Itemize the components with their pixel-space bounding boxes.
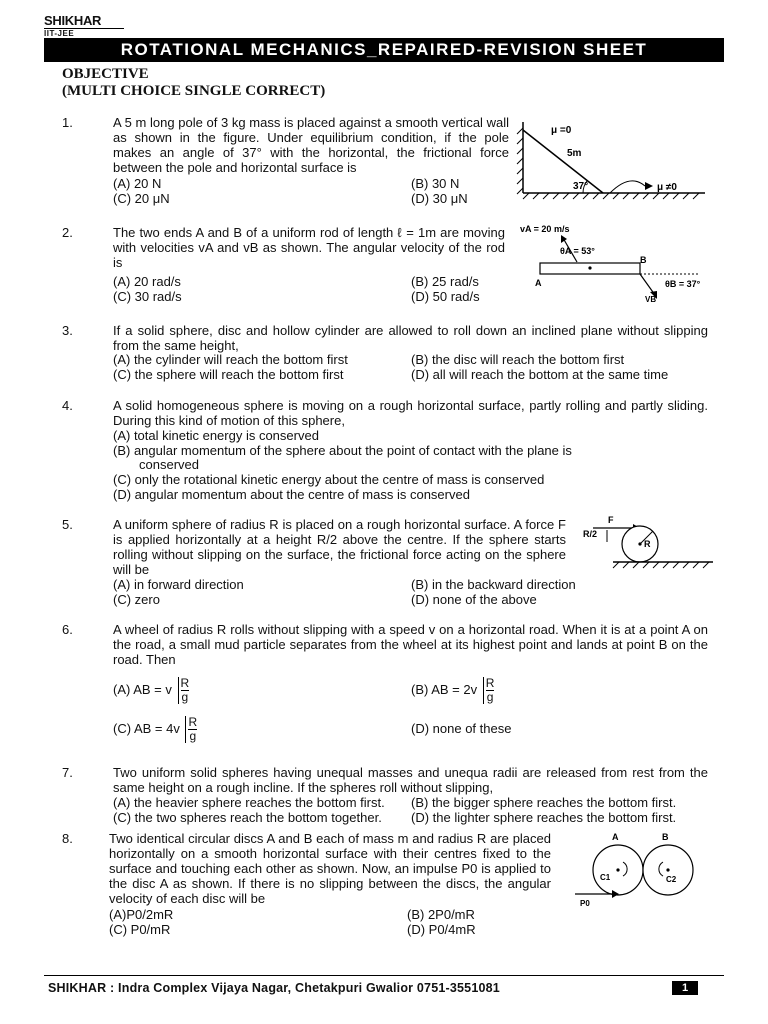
question-2-text: The two ends A and B of a uniform rod of length ℓ = 1m are moving with velocities vA and vB as shown. The angular velocity of the rod is <box>113 225 505 270</box>
question-4-option-a: (A) total kinetic energy is conserved <box>113 428 319 443</box>
figure-mu-wall-label: μ =0 <box>551 125 572 136</box>
question-1-figure <box>515 118 715 198</box>
logo-name: SHIKHAR <box>44 13 102 28</box>
fraction-numerator: R <box>188 715 198 729</box>
figure-va-label: vA = 20 m/s <box>520 224 570 234</box>
sqrt-r-over-g <box>185 716 199 743</box>
footer-divider <box>44 975 724 976</box>
question-7-number: 7. <box>62 765 73 780</box>
question-1-option-b: (B) 30 N <box>411 176 460 191</box>
figure-force-label: F <box>608 515 614 525</box>
fraction-denominator: g <box>189 729 197 743</box>
question-1-number: 1. <box>62 115 73 130</box>
question-8-figure <box>560 828 710 908</box>
figure-a-label: A <box>535 278 542 288</box>
question-8-option-b: (B) 2P0/mR <box>407 907 475 922</box>
question-8-option-a: (A)P0/2mR <box>109 907 174 922</box>
question-1-option-d: (D) 30 μN <box>411 191 468 206</box>
figure-impulse-label: P0 <box>580 899 590 908</box>
figure-radius-label: R <box>644 539 651 549</box>
question-6-option-c <box>113 716 199 743</box>
footer-address: SHIKHAR : Indra Complex Vijaya Nagar, Chetakpuri Gwalior 0751-3551081 <box>48 981 500 995</box>
question-2-number: 2. <box>62 225 73 240</box>
question-5-option-a: (A) in forward direction <box>113 577 244 592</box>
question-2-option-c: (C) 30 rad/s <box>113 289 182 304</box>
question-2-option-a: (A) 20 rad/s <box>113 274 181 289</box>
question-5-option-c: (C) zero <box>113 592 160 607</box>
figure-length-label: 5m <box>567 148 582 159</box>
question-7-option-a: (A) the heavier sphere reaches the bottom first. <box>113 795 385 810</box>
question-6-option-a <box>113 677 191 704</box>
figure-c2-label: C2 <box>666 875 677 884</box>
logo-subtitle: IIT-JEE <box>44 28 124 38</box>
figure-c1-label: C1 <box>600 873 611 882</box>
question-4-option-b: (B) angular momentum of the sphere about the point of contact with the plane is <box>113 443 572 458</box>
question-4-text: A solid homogeneous sphere is moving on a rough horizontal surface, partly rolling and partly sliding. During this kind of motion of this sphere, <box>113 398 708 428</box>
question-5-option-b: (B) in the backward direction <box>411 577 576 592</box>
question-6-text: A wheel of radius R rolls without slipping with a speed v on a horizontal road. When it is at a point A on the road, a small mud particle separates from the wheel at its highest point and lands at point B on the road. Then <box>113 622 708 667</box>
page-number: 1 <box>672 981 698 995</box>
question-3-text: If a solid sphere, disc and hollow cylinder are allowed to roll down an inclined plane without slipping from the same height, <box>113 323 708 353</box>
question-8-option-c: (C) P0/mR <box>109 922 171 937</box>
question-4-option-d: (D) angular momentum about the centre of mass is conserved <box>113 487 470 502</box>
question-6-number: 6. <box>62 622 73 637</box>
question-8-number: 8. <box>62 831 73 846</box>
sqrt-r-over-g <box>178 677 192 704</box>
question-4-option-b-cont: conserved <box>139 457 199 472</box>
question-7-option-d: (D) the lighter sphere reaches the bottom first. <box>411 810 677 825</box>
question-7-option-c: (C) the two spheres reach the bottom together. <box>113 810 382 825</box>
figure-disc-a-label: A <box>612 832 619 842</box>
question-7-option-b: (B) the bigger sphere reaches the bottom first. <box>411 795 677 810</box>
fraction-denominator: g <box>486 690 494 704</box>
question-5-text: A uniform sphere of radius R is placed on a rough horizontal surface. A force F is applied horizontally at a height R/2 above the centre. If the sphere starts rolling without slipping on the surface, the frictional force acting on the sphere will be <box>113 517 566 577</box>
question-3-number: 3. <box>62 323 73 338</box>
sqrt-r-over-g <box>483 677 497 704</box>
figure-thetab-label: θB = 37° <box>665 279 701 289</box>
question-2-option-b: (B) 25 rad/s <box>411 274 479 289</box>
figure-vb-label: VB <box>645 295 657 304</box>
section-subheading: (MULTI CHOICE SINGLE CORRECT) <box>62 83 326 99</box>
question-3-option-a: (A) the cylinder will reach the bottom first <box>113 352 348 367</box>
question-1-option-c: (C) 20 μN <box>113 191 170 206</box>
fraction-numerator: R <box>485 676 495 690</box>
question-1-option-a: (A) 20 N <box>113 176 162 191</box>
question-3-option-b: (B) the disc will reach the bottom first <box>411 352 625 367</box>
figure-angle-label: 37° <box>573 181 589 192</box>
question-6-option-c-text: (C) AB = 4v <box>113 720 180 736</box>
figure-thetaa-label: θA = 53° <box>560 246 595 256</box>
page-title: ROTATIONAL MECHANICS_REPAIRED-REVISION SHEET <box>44 38 724 62</box>
question-1-text: A 5 m long pole of 3 kg mass is placed against a smooth vertical wall as shown in the figure. Under equilibrium condition, if the pole makes an angle of 37° with the horizontal, the frictional force between the pole and horizontal surface is <box>113 115 509 175</box>
question-2-option-d: (D) 50 rad/s <box>411 289 480 304</box>
figure-b-label: B <box>640 255 647 265</box>
figure-disc-b-label: B <box>662 832 669 842</box>
question-5-number: 5. <box>62 517 73 532</box>
question-6-option-b <box>411 677 496 704</box>
logo <box>44 14 124 38</box>
question-6-option-d: (D) none of these <box>411 721 512 736</box>
question-4-number: 4. <box>62 398 73 413</box>
question-3-option-c: (C) the sphere will reach the bottom first <box>113 367 344 382</box>
figure-height-label: R/2 <box>583 529 598 539</box>
question-6-option-b-text: (B) AB = 2v <box>411 681 478 697</box>
question-7-text: Two uniform solid spheres having unequal masses and unequa radii are released from rest from the same height on a rough incline. If the spheres roll without slipping, <box>113 765 708 795</box>
fraction-numerator: R <box>180 676 190 690</box>
question-8-text: Two identical circular discs A and B each of mass m and radius R are placed horizontally on a smooth horizontal surface with their centres fixed to the surface and touching each other as shown. Now, an impulse P0 is applied to the disc A as shown. If there is no slipping between the discs, the angular velocity of each disc will be <box>109 831 551 906</box>
question-2-figure <box>515 220 715 305</box>
question-6-option-a-text: (A) AB = v <box>113 681 172 697</box>
question-5-figure <box>578 514 718 572</box>
question-8-option-d: (D) P0/4mR <box>407 922 476 937</box>
question-3-option-d: (D) all will reach the bottom at the same time <box>411 367 669 382</box>
section-heading: OBJECTIVE <box>62 66 149 82</box>
question-5-option-d: (D) none of the above <box>411 592 537 607</box>
question-4-option-c: (C) only the rotational kinetic energy about the centre of mass is conserved <box>113 472 545 487</box>
figure-mu-floor-label: μ ≠0 <box>657 182 677 193</box>
fraction-denominator: g <box>181 690 189 704</box>
